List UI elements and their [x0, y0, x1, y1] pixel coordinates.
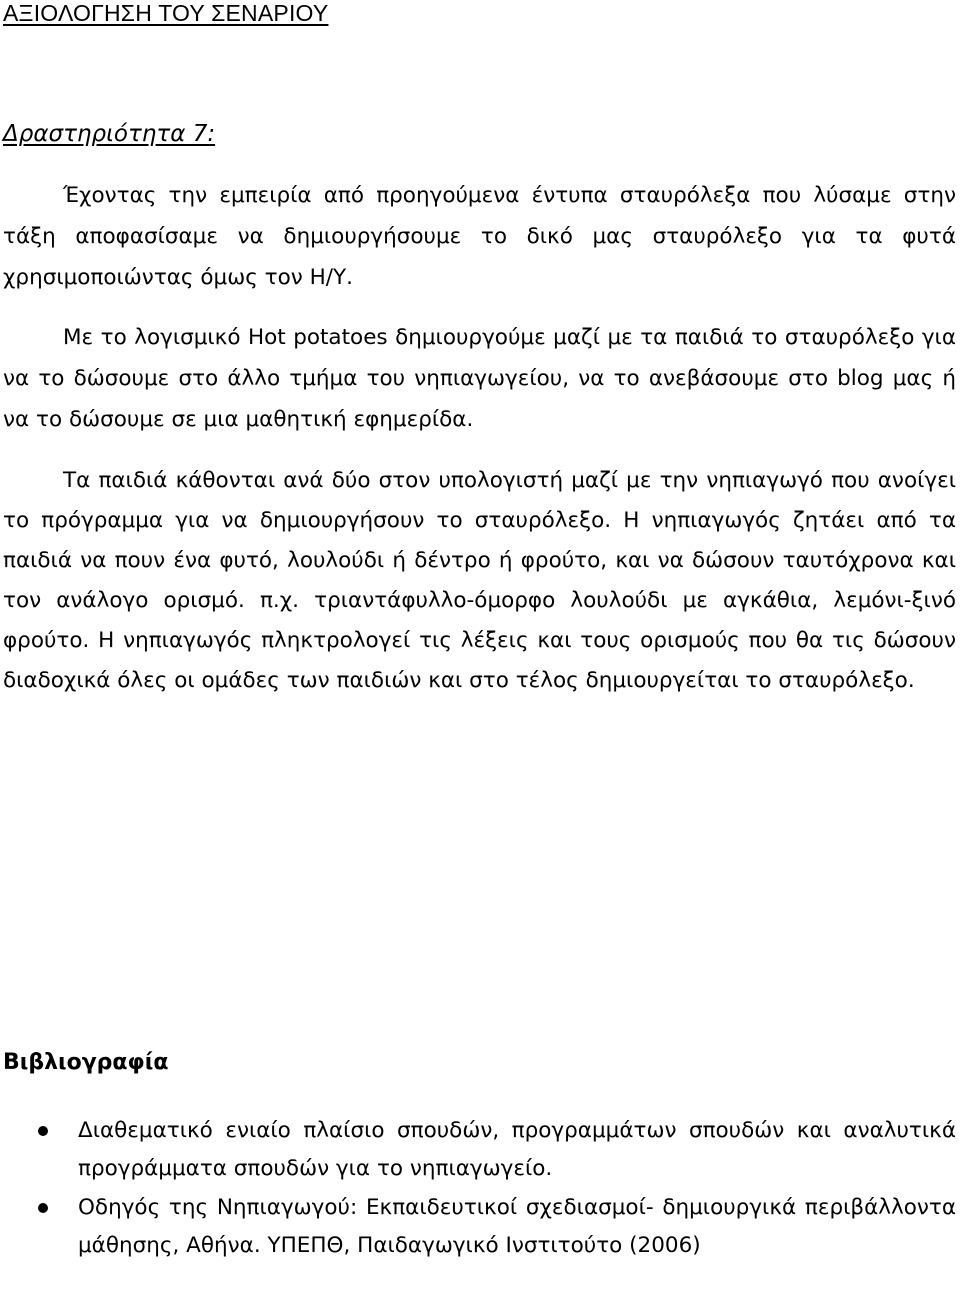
bibliography-list	[0, 1112, 960, 1264]
bibliography-heading: Βιβλιογραφία	[3, 1050, 169, 1075]
bibliography-item-text: Διαθεματικό ενιαίο πλαίσιο σπουδών, προγραμμάτων σπουδών και αναλυτικά προγράμματα σπουδών για το νηπιαγωγείο.	[78, 1118, 956, 1181]
bibliography-item	[0, 1112, 960, 1187]
paragraph-intro: Έχοντας την εμπειρία από προηγούμενα έντυπα σταυρόλεξα που λύσαμε στην τάξη αποφασίσαμε να δημιουργήσουμε το δικό μας σταυρόλεξο για τα φυτά χρησιμοποιώντας όμως τον Η/Υ.	[3, 183, 956, 290]
paragraph-software: Με το λογισμικό Hot potatoes δημιουργούμε μαζί με τα παιδιά το σταυρόλεξο για να το δώσουμε στο άλλο τμήμα του νηπιαγωγείου, να το ανεβάσουμε στο blog μας ή να το δώσουμε σε μια μαθητική εφημερίδα.	[3, 325, 956, 432]
paragraph-procedure: Τα παιδιά κάθονται ανά δύο στον υπολογιστή μαζί με την νηπιαγωγό που ανοίγει το πρόγραμμα για να δημιουργήσουν το σταυρόλεξο. Η νηπιαγωγός ζητάει από τα παιδιά να πουν ένα φυτό, λουλούδι ή δέντρο ή φρούτο, και να δώσουν ταυτόχρονα και τον ανάλογο ορισμό. π.χ. τριαντάφυλλο-όμορφο λουλούδι με αγκάθια, λεμόνι-ξινό φρούτο. Η νηπιαγωγός πληκτρολογεί τις λέξεις και τους ορισμούς που θα τις δώσουν διαδοχικά όλες οι ομάδες των παιδιών και στο τέλος δημιουργείται το σταυρόλεξο.	[3, 468, 956, 694]
bullet-icon	[38, 1126, 48, 1136]
activity-heading: Δραστηριότητα 7:	[3, 121, 216, 147]
document-title: ΑΞΙΟΛΟΓΗΣΗ ΤΟΥ ΣΕΝΑΡΙΟΥ	[3, 0, 329, 26]
bibliography-item-text: Οδηγός της Νηπιαγωγού: Εκπαιδευτικοί σχεδιασμοί- δημιουργικά περιβάλλοντα μάθησης, Αθήνα. ΥΠΕΠΘ, Παιδαγωγικό Ινστιτούτο (2006)	[78, 1195, 956, 1258]
bibliography-item	[0, 1189, 960, 1264]
bullet-icon	[38, 1203, 48, 1213]
